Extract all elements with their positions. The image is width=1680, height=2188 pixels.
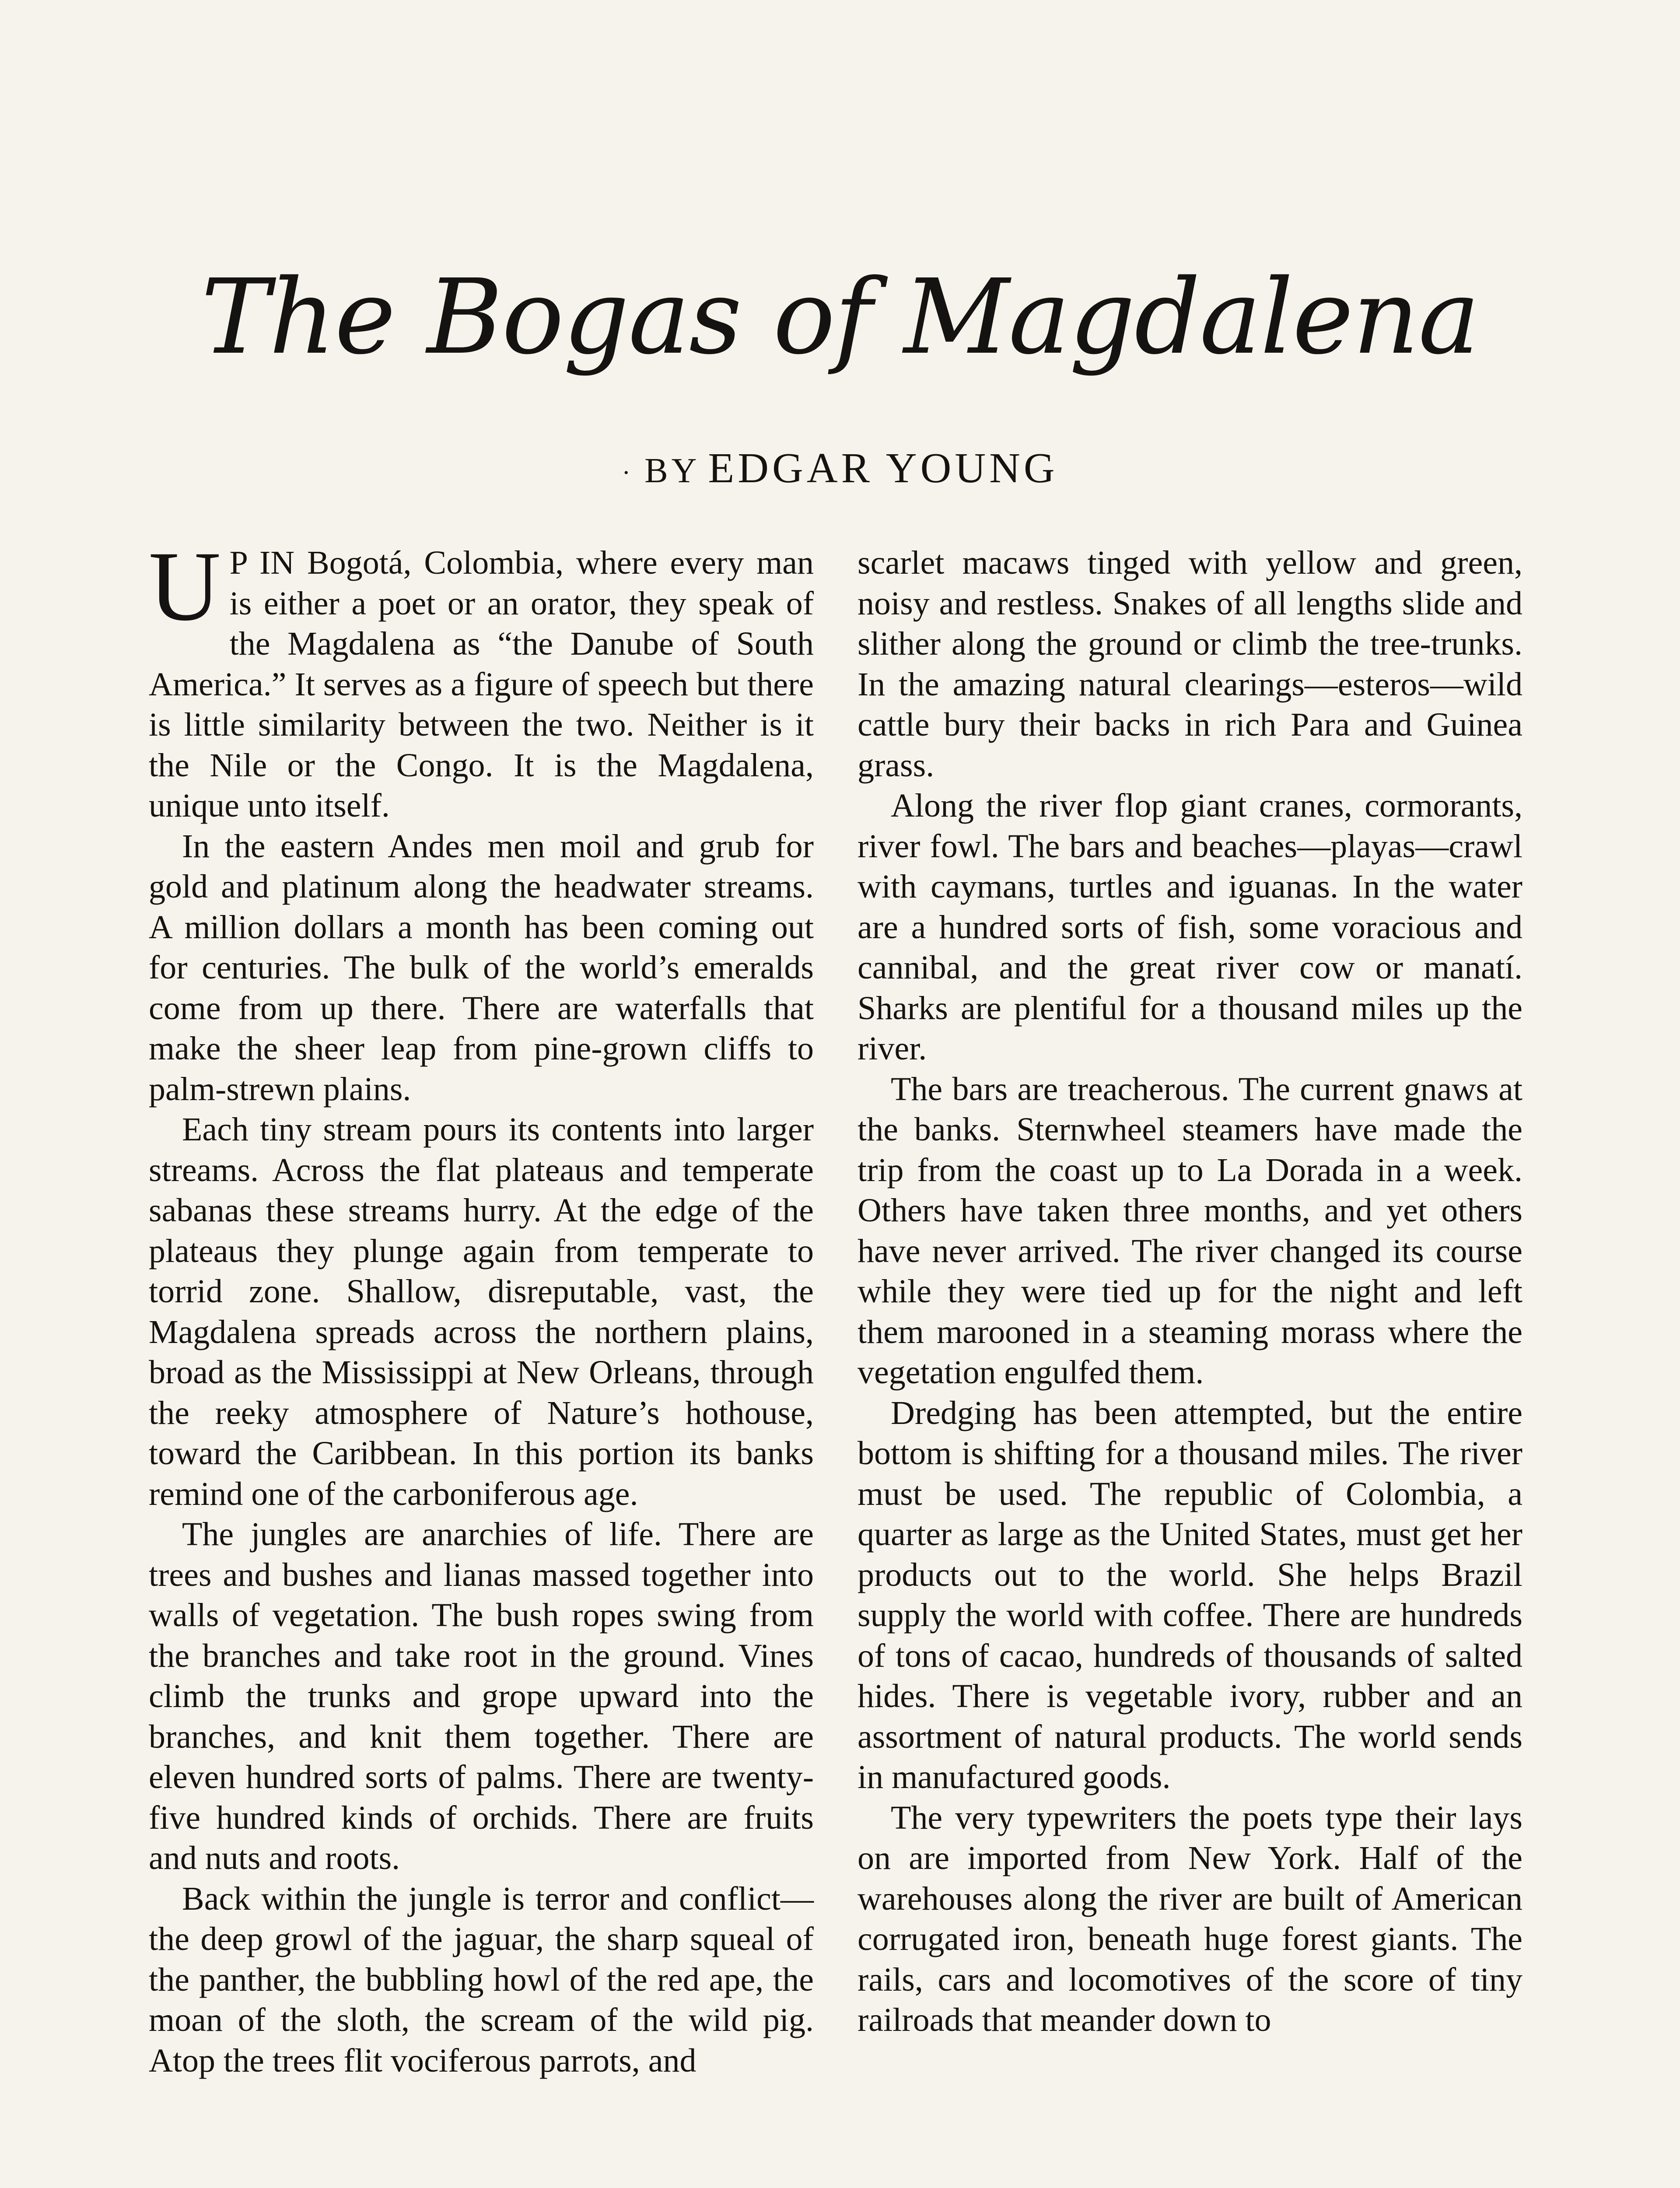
paragraph: Each tiny stream pours its contents into larger streams. Across the flat plateaus and temperate sabanas these streams hurry. At the edge of the plateaus they plunge again from temperate to torrid zone. Shallow, disreputable, vast, the Magdalena spreads across the northern plains, broad as the Mississippi at New Orleans, through the reeky atmosphere of Nature’s hothouse, toward the Caribbean. In this portion its banks remind one of the carboniferous age. xyxy=(149,1111,814,1512)
paragraph: The jungles are anarchies of life. There are trees and bushes and lianas massed together into walls of vegetation. The bush ropes swing from the branches and take root in the ground. Vines climb the trunks and grope upward into the branches, and knit them together. There are eleven hundred sorts of palms. There are twenty-five hundred kinds of orchids. There are fruits and nuts and roots. xyxy=(149,1516,814,1876)
paragraph: Along the river flop giant cranes, cormorants, river fowl. The bars and beaches—playas—crawl with caymans, turtles and iguanas. In the water are a hundred sorts of fish, some voracious and cannibal, and the great river cow or manatí. Sharks are plentiful for a thousand miles up the river. xyxy=(858,787,1522,1067)
left-column xyxy=(149,531,814,2081)
paragraph: Back within the jungle is terror and conflict—the deep growl of the jaguar, the sharp squeal of the panther, the bubbling howl of the red ape, the moan of the sloth, the scream of the wild pig. Atop the trees flit vociferous parrots, and xyxy=(149,1880,814,2079)
byline xyxy=(0,438,1680,503)
paragraph xyxy=(149,531,814,826)
article-title: The Bogas of Magdalena xyxy=(201,257,1479,377)
paragraph: The very typewriters the poets type their lays on are imported from New York. Half of the warehouses along the river are built of American corrugated iron, beneath huge forest giants. The rails, cars and locomotives of the score of tiny railroads that meander down to xyxy=(858,1799,1522,2038)
paragraph: The bars are treacherous. The current gnaws at the banks. Sternwheel steamers have made the trip from the coast up to La Dorada in a week. Others have taken three months, and yet others have never arrived. The river changed its course while they were tied up for the night and left them marooned in a steaming morass where the vegetation engulfed them. xyxy=(858,1070,1522,1391)
right-column xyxy=(858,543,1522,2041)
paragraph-text: P IN Bogotá, Colombia, where every man is either a poet or an orator, they speak of the Magdalena as “the Danube of South America.” It serves as a figure of speech but there is little similarity between the two. Neither is it the Nile or the Congo. It is the Magdalena, unique unto itself. xyxy=(149,544,814,824)
paragraph: Dredging has been attempted, but the entire bottom is shifting for a thousand miles. The river must be used. The republic of Colombia, a quarter as large as the United States, must get her products out to the world. She helps Brazil supply the world with coffee. There are hundreds of tons of cacao, hundreds of thousands of salted hides. There is vegetable ivory, rubber and an assortment of natural products. The world sends in manufactured goods. xyxy=(858,1394,1522,1795)
drop-cap: U xyxy=(149,531,221,642)
byline-bullet: · xyxy=(622,458,634,487)
byline-prefix: BY xyxy=(644,452,700,490)
paragraph: In the eastern Andes men moil and grub for gold and platinum along the headwater streams. A million dollars a month has been coming out for centuries. The bulk of the world’s emeralds come from up there. There are waterfalls that make the sheer leap from pine-grown cliffs to palm-strewn plains. xyxy=(149,828,814,1108)
byline-author: EDGAR YOUNG xyxy=(708,445,1058,492)
paragraph: scarlet macaws tinged with yellow and green, noisy and restless. Snakes of all lengths slide and slither along the ground or climb the tree-trunks. In the amazing natural clearings—esteros—wild cattle bury their backs in rich Para and Guinea grass. xyxy=(858,544,1522,784)
